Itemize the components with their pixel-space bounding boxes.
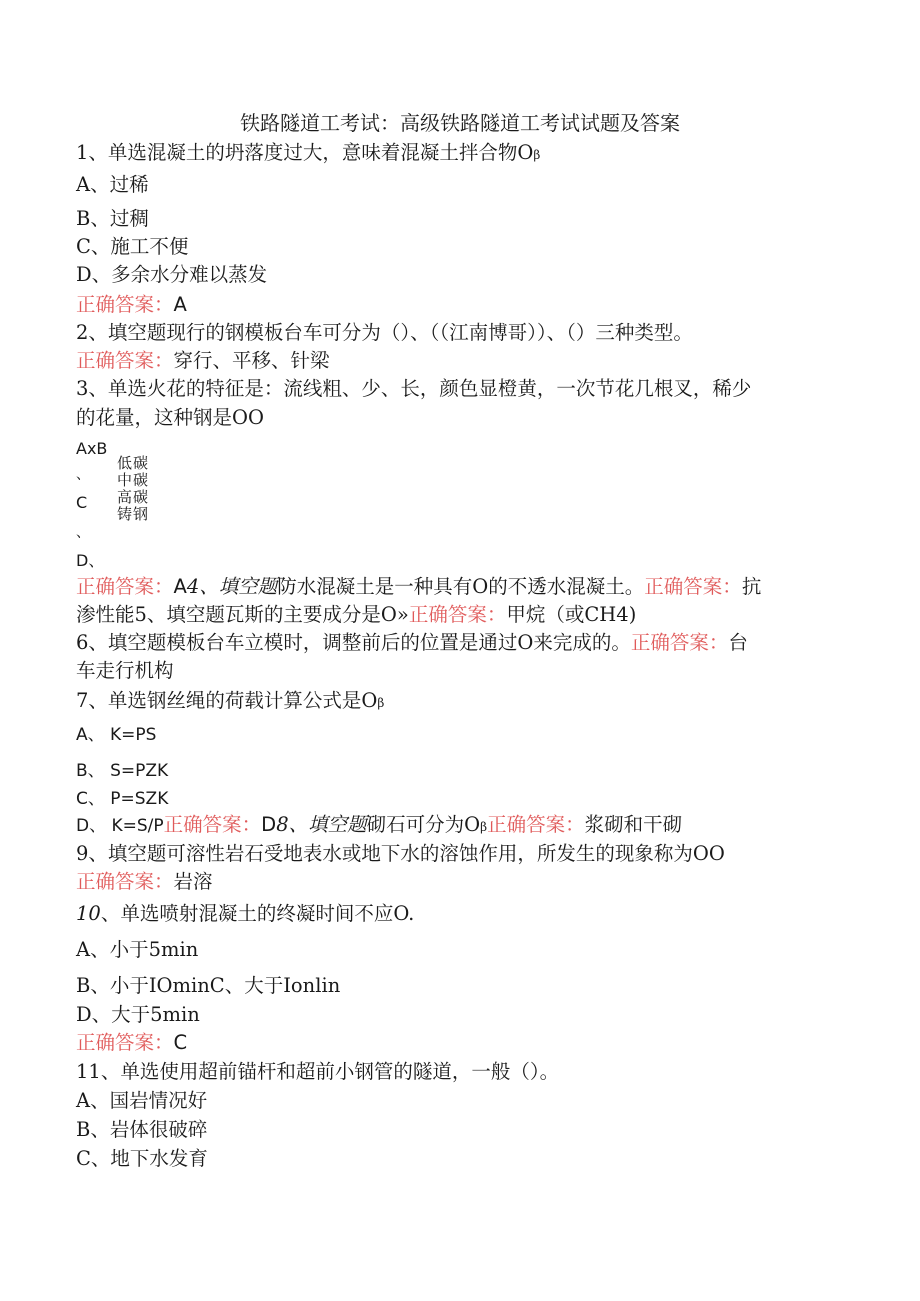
answer-label: 正确答案： bbox=[76, 1031, 174, 1054]
question-6-stem: 6、填空题模板台车立模时，调整前后的位置是通过O来完成的。正确答案：台 bbox=[76, 631, 748, 654]
answer-label: 正确答案： bbox=[630, 631, 729, 654]
question-3-stem-line-1: 3、单选火花的特征是：流线粗、少、长，颜色显橙黄，一次节花几根叉，稀少 bbox=[76, 377, 752, 400]
question-11-stem: 11、单选使用超前锚杆和超前小钢管的隧道，一般（）。 bbox=[76, 1060, 560, 1083]
answer-label: 正确答案： bbox=[76, 293, 174, 316]
question-3-label-c: C bbox=[76, 493, 88, 512]
question-1-option-c: C、施工不便 bbox=[76, 235, 189, 258]
question-1-option-b: B、过稠 bbox=[76, 207, 149, 230]
question-6-answer: 车走行机构 bbox=[76, 659, 174, 682]
question-3-label-d: D、 bbox=[76, 551, 105, 570]
question-10-option-a: A、小于5min bbox=[76, 938, 199, 961]
question-7-option-a: A、 K=PS bbox=[76, 725, 157, 745]
question-3-option-a: 低碳 bbox=[117, 454, 150, 472]
question-2-stem: 2、填空题现行的钢模板台车可分为（）、（（江南博哥））、（）三种类型。 bbox=[76, 321, 693, 344]
question-3-answer-and-question-4: 正确答案：A4、填空题防水混凝土是一种具有O的不透水混凝土。正确答案：抗 bbox=[76, 575, 762, 598]
question-3-separator: 、 bbox=[76, 525, 90, 541]
question-10-option-d: D、大于5min bbox=[76, 1003, 200, 1026]
answer-label: 正确答案： bbox=[76, 349, 174, 372]
answer-label: 正确答案： bbox=[644, 575, 742, 598]
question-3-label-ab: AxB bbox=[76, 439, 108, 458]
answer-label: 正确答案： bbox=[487, 813, 585, 836]
question-10-option-bc: B、小于IOminC、大于Ionlin bbox=[76, 974, 341, 997]
question-10-answer: 正确答案：C bbox=[76, 1031, 188, 1054]
question-1-stem: 1、单选混凝土的坍落度过大，意味着混凝土拌合物Oβ bbox=[76, 141, 541, 164]
question-11-option-c: C、地下水发育 bbox=[76, 1147, 208, 1170]
answer-label: 正确答案： bbox=[76, 870, 174, 893]
document-title: 铁路隧道工考试：高级铁路隧道工考试试题及答案 bbox=[240, 111, 680, 135]
question-1-answer: 正确答案：A bbox=[76, 293, 187, 316]
question-3-option-c: 高碳 bbox=[117, 488, 150, 506]
question-3-option-b: 中碳 bbox=[117, 471, 150, 489]
question-3-option-d: 铸钢 bbox=[117, 505, 150, 523]
question-2-answer: 正确答案：穿行、平移、针梁 bbox=[76, 349, 330, 372]
answer-label: 正确答案： bbox=[408, 603, 507, 626]
question-11-option-b: B、岩体很破碎 bbox=[76, 1118, 208, 1141]
answer-label: 正确答案： bbox=[76, 575, 174, 598]
question-11-option-a: A、国岩情况好 bbox=[76, 1089, 208, 1112]
question-1-option-d: D、多余水分难以蒸发 bbox=[76, 263, 268, 286]
question-1-option-a: A、过稀 bbox=[76, 173, 149, 196]
question-9-stem: 9、填空题可溶性岩石受地表水或地下水的溶蚀作用，所发生的现象称为OO bbox=[76, 842, 725, 865]
question-3-stem-line-2: 的花量，这种钢是OO bbox=[76, 406, 264, 429]
answer-label: 正确答案： bbox=[163, 813, 262, 836]
question-7-stem: 7、单选钢丝绳的荷载计算公式是Oβ bbox=[76, 689, 385, 712]
question-7-option-b: B、 S=PZK bbox=[76, 761, 169, 781]
question-7-option-d-and-question-8: D、 K=S/P正确答案：D8、填空题砌石可分为Oβ正确答案：浆砌和干砌 bbox=[76, 813, 683, 836]
question-4-answer-and-question-5: 渗性能5、填空题瓦斯的主要成分是O»正确答案：甲烷（或CH4) bbox=[76, 603, 637, 626]
question-10-stem: 10、单选喷射混凝土的终凝时间不应O. bbox=[76, 902, 415, 925]
question-3-separator: 、 bbox=[76, 467, 90, 483]
question-7-option-c: C、 P=SZK bbox=[76, 789, 169, 809]
question-9-answer: 正确答案：岩溶 bbox=[76, 870, 213, 893]
